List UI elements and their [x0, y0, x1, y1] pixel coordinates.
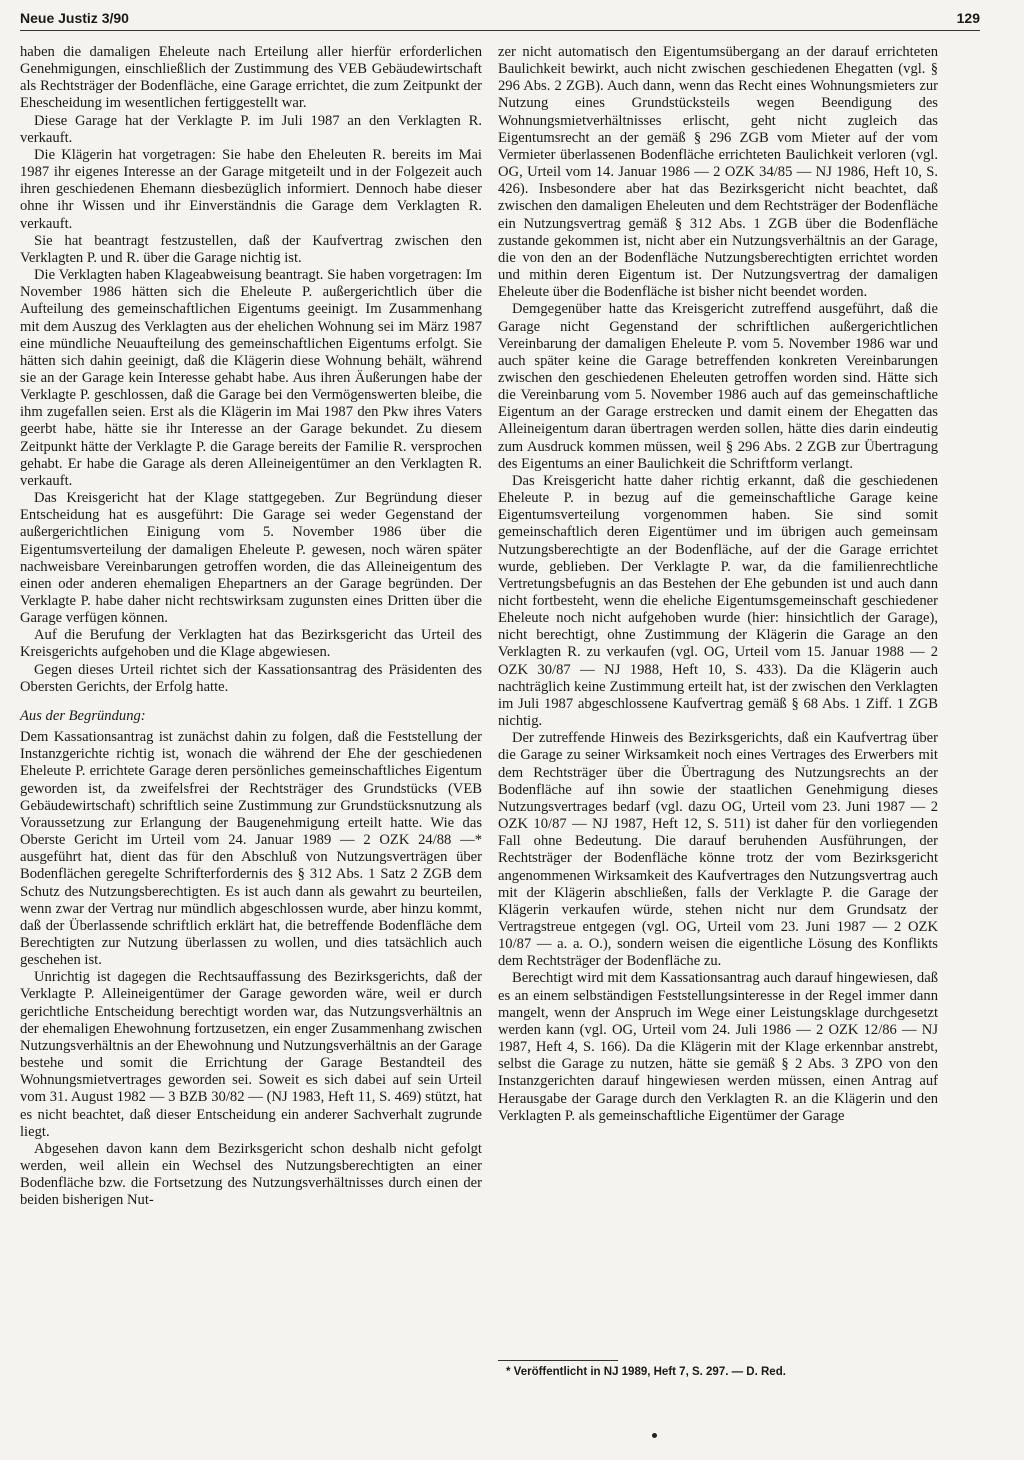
paragraph: zer nicht automatisch den Eigentumsübergang an der darauf errichteten Baulichkeit bewirkt, auch nicht zwischen geschiedenen Ehegatten (vgl. § 296 Abs. 2 ZGB). Auch dann, wenn das Recht eines Wohnungsmieters zur Nutzung eines Grundstücksteils wegen Beendigung des Wohnungsmietverhältnisses erlischt, geht nicht zugleich das Eigentumsrecht an der gemäß § 296 ZGB vom Mieter auf der vom Vermieter überlassenen Bodenfläche errichteten Baulichkeit verloren (vgl. OG, Urteil vom 14. Januar 1986 — 2 OZK 34/85 — NJ 1986, Heft 10, S. 426). Insbesondere aber hat das Bezirksgericht nicht beachtet, daß zwischen den damaligen Eheleuten und dem Rechtsträger der Bodenfläche ein Nutzungsvertrag gemäß § 312 Abs. 1 ZGB über die Bodenfläche zustande gekommen ist, nicht aber ein Nutzungsverhältnis an der Garage, die von den an der Bodenfläche Nutzungsberechtigten errichtet worden und mithin deren Eigentum ist. Der Nutzungsvertrag der damaligen Eheleute über die Bodenfläche ist bisher nicht beendet worden. [498, 44, 938, 301]
paragraph: Das Kreisgericht hatte daher richtig erkannt, daß die geschiedenen Eheleute P. in bezug auf die gemeinschaftliche Garage keine Eigentumsverteilung vorgenommen haben. Sie sind somit gemeinschaftlich deren Eigentümer und im übrigen auch gemeinsam Nutzungsberechtigte an der Bodenfläche, auf der die Garage errichtet wurde, geblieben. Der Verklagte P. war, da die familienrechtliche Vertretungsbefugnis an das Bestehen der Ehe gebunden ist und auch dann nicht fortbesteht, wenn die eheliche Eigentumsgemeinschaft geschiedener Eheleute noch nicht aufgehoben wurde (hier: hinsichtlich der Garage), nicht berechtigt, ohne Zustimmung der Klägerin die Garage an den Verklagten R. zu verkaufen (vgl. OG, Urteil vom 15. Januar 1988 — 2 OZK 30/87 — NJ 1988, Heft 10, S. 433). Da die Klägerin auch nachträglich keine Zustimmung erteilt hat, ist der zwischen den Verklagten im Juli 1987 abgeschlossene Kaufvertrag gemäß § 68 Abs. 1 Ziff. 1 ZGB nichtig. [498, 472, 938, 730]
page-mark [652, 1433, 657, 1438]
footnote-rule [498, 1360, 618, 1361]
paragraph: Demgegenüber hatte das Kreisgericht zutreffend ausgeführt, daß die Garage nicht Gegenstand der schriftlichen außergerichtlichen Vereinbarung der damaligen Eheleute P. vom 5. November 1986 war und auch später keine die Garage betreffenden konkreten Vereinbarungen zwischen den geschiedenen Eheleuten getroffen worden sind. Hätte sich die Vereinbarung vom 5. November 1986 auch auf das gemeinschaftliche Eigentum an der Garage erstrecken und damit einem der Ehegatten das Alleineigentum daran übertragen werden sollen, hätte dies darin eindeutig zum Ausdruck kommen müssen, weil § 296 Abs. 2 ZGB zur Übertragung des Eigentums an einer Baulichkeit die Schriftform verlangt. [498, 301, 938, 472]
journal-title: Neue Justiz 3/90 [20, 10, 129, 26]
paragraph: Diese Garage hat der Verklagte P. im Juli 1987 an den Verklagten R. verkauft. [20, 112, 482, 146]
paragraph: haben die damaligen Eheleute nach Erteilung aller hierfür erforderlichen Genehmigungen, einschließlich der Zustimmung des VEB Gebäudewirtschaft als Rechtsträger der Bodenfläche, eine Garage errichtet, die zum Zeitpunkt der Ehescheidung im wesentlichen fertiggestellt war. [20, 44, 482, 112]
paragraph: Gegen dieses Urteil richtet sich der Kassationsantrag des Präsidenten des Obersten Gerichts, der Erfolg hatte. [20, 661, 482, 695]
paragraph: Das Kreisgericht hat der Klage stattgegeben. Zur Begründung dieser Entscheidung hat es ausgeführt: Die Garage sei weder Gegenstand der außergerichtlichen Einigung vom 5. November 1986 über die Eigentumsverteilung der damaligen Eheleute P. gewesen, noch wären später nachweisbare Vereinbarungen getroffen worden, die das Alleineigentum des einen oder anderen ehemaligen Ehepartners an der Garage begründen. Der Verklagte P. habe daher nicht rechtswirksam zugunsten eines Dritten über die Garage verfügen können. [20, 490, 482, 627]
paragraph: Dem Kassationsantrag ist zunächst dahin zu folgen, daß die Feststellung der Instanzgerichte richtig ist, wonach die während der Ehe der geschiedenen Eheleute P. errichtete Garage deren persönliches gemeinschaftliches Eigentum geworden ist, da zweifelsfrei der Rechtsträger des Grundstücks (VEB Gebäudewirtschaft) schriftlich seine Zustimmung zur Grundstücksnutzung als Voraussetzung zur Erlangung der Baugenehmigung erteilt hatte. Wie das Oberste Gericht im Urteil vom 24. Januar 1989 — 2 OZK 24/88 —* ausgeführt hat, dient das für den Abschluß von Nutzungsverträgen über Bodenflächen geregelte Schrifterfordernis des § 312 Abs. 1 Satz 2 ZGB dem Schutz des Nutzungsberechtigten. Es ist auch dann als gewahrt zu beurteilen, wenn zwar der Vertrag nur mündlich abgeschlossen wurde, aber hinzu kommt, daß der Überlassende schriftlich erklärt hat, die betreffende Bodenfläche dem Berechtigten zur Nutzung überlassen zu wollen, und dies tatsächlich auch geschehen ist. [20, 729, 482, 969]
paragraph: Sie hat beantragt festzustellen, daß der Kaufvertrag zwischen den Verklagten P. und R. über die Garage nichtig ist. [20, 232, 482, 266]
left-column [20, 44, 482, 1209]
paragraph: Die Klägerin hat vorgetragen: Sie habe den Eheleuten R. bereits im Mai 1987 ihr eigenes Interesse an der Garage mitgeteilt und in der Folgezeit auch ihren geschiedenen Ehemann diesbezüglich informiert. Dennoch habe dieser ohne ihr Wissen und ihr Einverständnis die Garage dem Verklagten R. verkauft. [20, 146, 482, 232]
paragraph: Berechtigt wird mit dem Kassationsantrag auch darauf hingewiesen, daß es an einem selbständigen Feststellungsinteresse in der Regel immer dann mangelt, wenn der Anspruch im Wege einer Leistungsklage durchgesetzt werden kann (vgl. OG, Urteil vom 24. Juli 1986 — 2 OZK 12/86 — NJ 1987, Heft 4, S. 166). Da die Klägerin mit der Klage erkennbar anstrebt, selbst die Garage zu nutzen, hätte sie gemäß § 2 Abs. 3 ZPO von den Instanzgerichten darauf hingewiesen werden müssen, einen Antrag auf Herausgabe der Garage durch den Verklagten R. an die Klägerin und den Verklagten P. als gemeinschaftliche Eigentümer der Garage [498, 970, 938, 1124]
paragraph: Die Verklagten haben Klageabweisung beantragt. Sie haben vorgetragen: Im November 1986 hätten sich die Eheleute P. außergerichtlich über die Aufteilung des gemeinschaftlichen Eigentums geeinigt. Im Zusammenhang mit dem Auszug des Verklagten aus der ehelichen Wohnung sei im März 1987 eine mündliche Neuaufteilung des gemeinschaftlichen Eigentums erfolgt. Sie hätten sich dahin geeinigt, daß die Klägerin diese Wohnung behält, während sie an der Garage kein Interesse gehabt habe. Aus ihren Äußerungen habe der Verklagte P. geschlossen, daß die Garage bei den Vermögenswerten bleibe, die ihm zugefallen seien. Erst als die Klägerin im Mai 1987 den Pkw ihres Vaters geerbt habe, hätte sie ihr Interesse an der Garage bekundet. Zu diesem Zeitpunkt hätte der Verklagte P. die Garage bereits der Familie R. versprochen gehabt. Er habe die Garage als deren Alleineigentümer an den Verklagten R. verkauft. [20, 267, 482, 489]
section-heading: Aus der Begründung: [20, 707, 146, 724]
paragraph: Unrichtig ist dagegen die Rechtsauffassung des Bezirksgerichts, daß der Verklagte P. Alleineigentümer der Garage geworden wäre, weil er durch gerichtliche Entscheidung berechtigt worden war, das Nutzungsverhältnis an der ehemaligen Ehewohnung fortzusetzen, ein enger Zusammenhang zwischen Nutzungsverhältnis an der Ehewohnung und Nutzungsverhältnis an der Garage bestehe und somit die Errichtung der Garage Bestandteil des Wohnungsmietvertrages geworden sei. Soweit es sich dabei auf sein Urteil vom 31. August 1982 — 3 BZB 30/82 — (NJ 1983, Heft 11, S. 469) stützt, hat es nicht beachtet, daß dieser Entscheidung ein anderer Sachverhalt zugrunde liegt. [20, 969, 483, 1140]
paragraph: Abgesehen davon kann dem Bezirksgericht schon deshalb nicht gefolgt werden, weil allein ein Wechsel des Nutzungsberechtigten an einer Bodenfläche bzw. die Fortsetzung des Nutzungsverhältnisses durch einen der beiden bisherigen Nut- [20, 1140, 482, 1209]
paragraph: Der zutreffende Hinweis des Bezirksgerichts, daß ein Kaufvertrag über die Garage zu seiner Wirksamkeit noch eines Vertrages des Erwerbers mit dem Rechtsträger über die Übertragung des Nutzungsrechts an der Bodenfläche auf ihn sowie der staatlichen Genehmigung dieses Nutzungsvertrages bedarf (vgl. dazu OG, Urteil vom 23. Juni 1987 — 2 OZK 10/87 — NJ 1987, Heft 12, S. 511) ist daher für den vorliegenden Fall ohne Bedeutung. Die darauf beruhenden Ausführungen, der Rechtsträger der Bodenfläche könne trotz der vom Bezirksgericht angenommenen Wirksamkeit des Kaufvertrages den Nutzungsvertrag auch mit der Klägerin abschließen, falls der Verklagte P. die Garage der Klägerin verkaufen würde, stehen nicht nur dem Grundsatz der Vertragstreue entgegen (vgl. OG, Urteil vom 23. Juni 1987 — 2 OZK 10/87 — a. a. O.), sondern weisen die eigentliche Lösung des Konflikts dem Rechtsträger der Bodenfläche zu. [498, 730, 938, 970]
right-column [498, 44, 938, 1125]
paragraph: Auf die Berufung der Verklagten hat das Bezirksgericht das Urteil des Kreisgerichts aufgehoben und die Klage abgewiesen. [20, 627, 482, 661]
footnote: * Veröffentlicht in NJ 1989, Heft 7, S. 297. — D. Red. [506, 1366, 786, 1378]
page-number: 129 [956, 10, 980, 26]
page-header [20, 10, 980, 31]
